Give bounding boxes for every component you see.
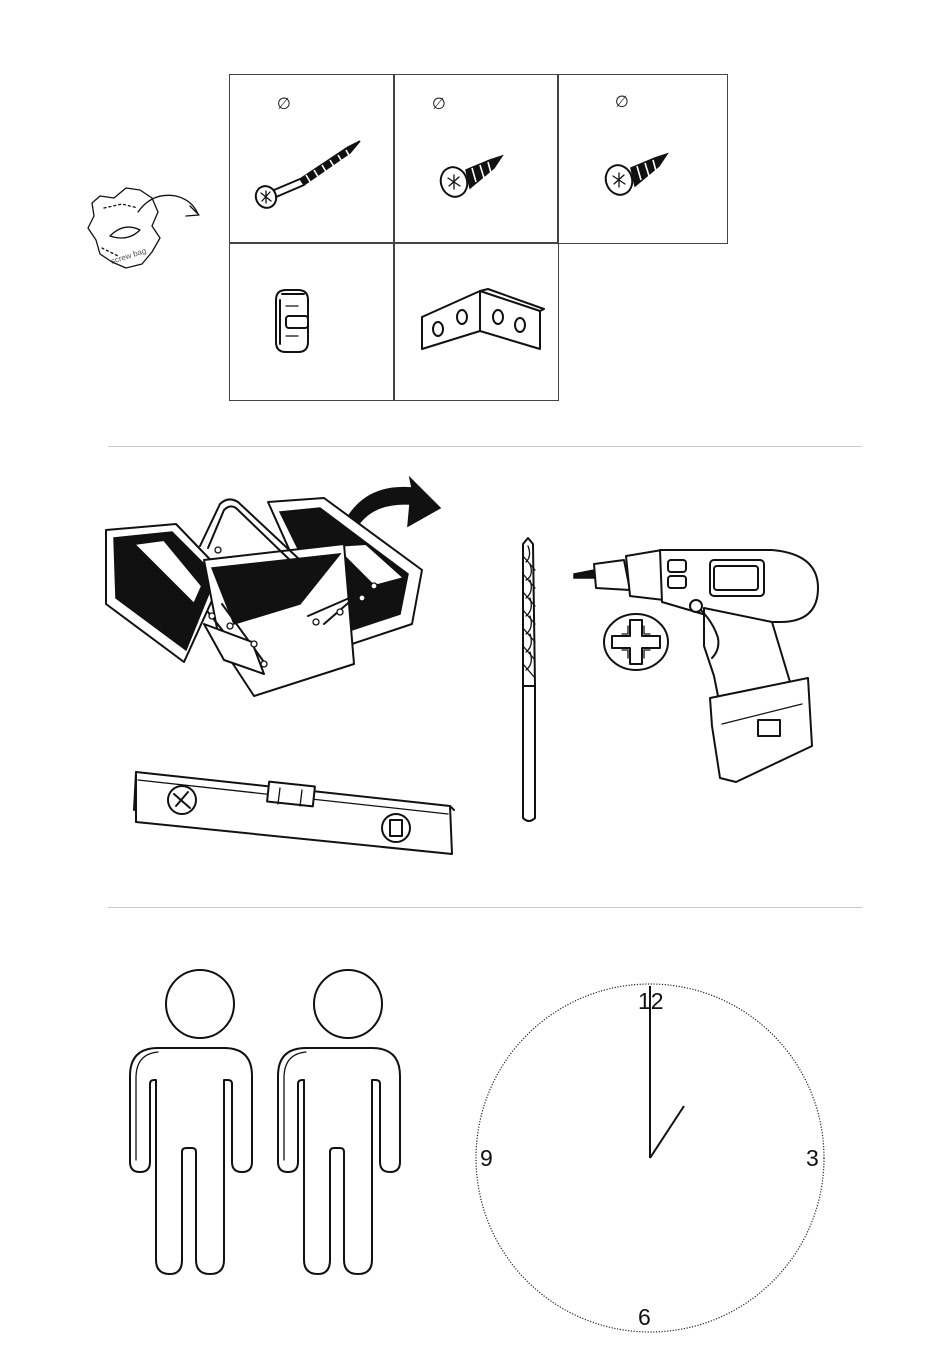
clock-hour-hand xyxy=(650,1106,684,1158)
diameter-label-1: ∅ xyxy=(277,94,291,113)
screw-short-icon xyxy=(603,146,673,204)
drill-bit-icon xyxy=(514,536,544,826)
toolbox-icon xyxy=(104,474,444,698)
section-divider xyxy=(108,907,862,908)
clock-label-6: 6 xyxy=(638,1304,651,1330)
wood-screw-icon xyxy=(250,135,365,215)
diameter-label-2: ∅ xyxy=(432,94,446,113)
clip-icon xyxy=(268,286,318,356)
clock-label-3: 3 xyxy=(806,1145,819,1171)
screw-short-icon xyxy=(438,148,508,206)
person-icon xyxy=(128,966,270,1280)
diameter-label-3: ∅ xyxy=(615,92,629,111)
section-divider xyxy=(108,446,862,447)
clock-label-9: 9 xyxy=(480,1145,493,1171)
angle-bracket-icon xyxy=(418,287,546,357)
person-icon xyxy=(276,966,418,1280)
phillips-bit-icon xyxy=(600,610,674,674)
clock-label-12: 12 xyxy=(638,988,664,1014)
clock-icon xyxy=(474,982,826,1334)
screw-bag-label: screw bag xyxy=(109,246,148,266)
screw-bag-icon xyxy=(82,178,207,278)
spirit-level-icon xyxy=(130,766,460,858)
